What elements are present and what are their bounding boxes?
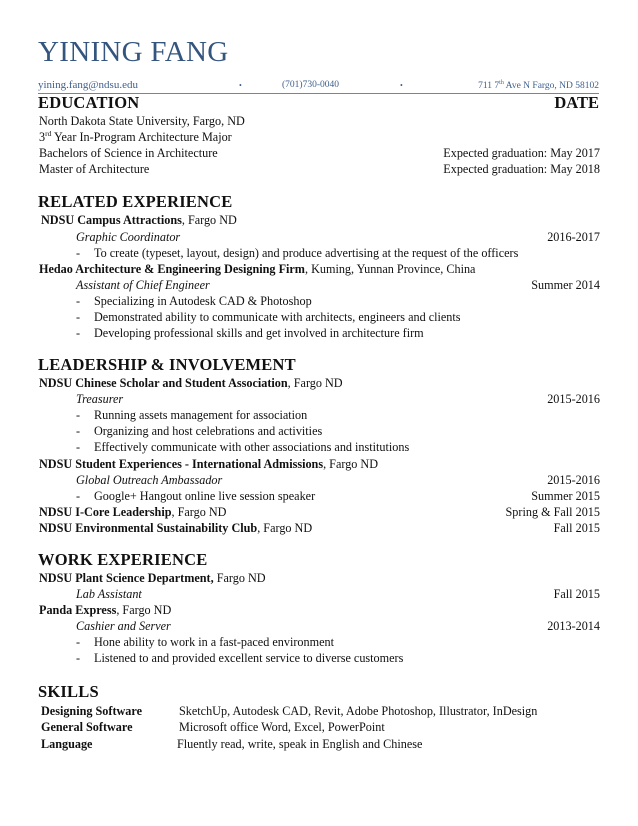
candidate-name: YINING FANG [38, 36, 229, 68]
role-row: Treasurer 2015-2016 [76, 392, 600, 406]
org-row: NDSU Campus Attractions, Fargo ND [41, 213, 237, 227]
section-title-related-experience: RELATED EXPERIENCE [38, 192, 233, 211]
bullet-item: - Effectively communicate with other associations and institutions [76, 440, 410, 454]
address: 711 7th Ave N Fargo, ND 58102 [478, 80, 599, 91]
role-row: Cashier and Server 2013-2014 [76, 619, 600, 633]
org-row: NDSU Plant Science Department, Fargo ND [39, 571, 266, 585]
org-row: NDSU Student Experiences - International Admissions, Fargo ND [39, 457, 379, 471]
org-row: NDSU Chinese Scholar and Student Association, Fargo ND [39, 376, 343, 390]
date-column-heading: DATE [554, 93, 599, 112]
role-row: Global Outreach Ambassador 2015-2016 [76, 473, 600, 487]
org-row: Panda Express, Fargo ND [39, 603, 172, 617]
bullet-item: - Hone ability to work in a fast-paced environment [76, 635, 334, 649]
org-row: NDSU Environmental Sustainability Club, Fargo ND Fall 2015 [39, 521, 600, 535]
phone: (701)730-0040 [282, 80, 339, 90]
degree-row: Master of Architecture Expected graduation: May 2018 [39, 162, 600, 176]
school-line: North Dakota State University, Fargo, ND [39, 114, 245, 128]
bullet-item: - Specializing in Autodesk CAD & Photoshop [76, 294, 312, 308]
year-line: 3rd Year In-Program Architecture Major [39, 129, 232, 144]
role-row: Assistant of Chief Engineer Summer 2014 [76, 278, 600, 292]
bullet-item: - Listened to and provided excellent service to diverse customers [76, 651, 404, 665]
bullet-item: - Google+ Hangout online live session speaker Summer 2015 [76, 489, 600, 503]
separator-bullet: • [239, 81, 242, 90]
section-title-education: EDUCATION [38, 93, 140, 112]
bullet-item: - Running assets management for association [76, 408, 308, 422]
section-title-leadership: LEADERSHIP & INVOLVEMENT [38, 355, 296, 374]
org-row: Hedao Architecture & Engineering Designing Firm, Kuming, Yunnan Province, China [39, 262, 476, 276]
role-row: Graphic Coordinator 2016-2017 [76, 230, 600, 244]
resume-page: YINING FANG yining.fang@ndsu.edu • (701)730-0040 • 711 7th Ave N Fargo, ND 58102 EDUCATION DATE North Dakota State University, Fargo, ND 3rd Year In-Program Architecture Major Bachelors of Science in Architecture Expected graduation: May 2017 Master of Architecture Expected graduation: May 2018 RELATED EXPERIENCE NDSU Campus Attractions, Fargo ND Graphic Coordinator 2016-2017 - To create (typeset, layout, design) and produce advertising at the request of the officers Hedao Architecture & Engineering Designing Firm, Kuming, Yunnan Province, China Assistant of Chief Engineer Summer 2014 - Specializing in Autodesk CAD & Photoshop - Demonstrated ability to communicate with architects, engineers and clients - Developing professional skills and get involved in architecture firm LEADERSHIP & INVOLVEMENT NDSU Chinese Scholar and Student Association, Fargo ND Treasurer 2015-2016 - Running assets management for association - Organizing and host celebrations and activities - Effectively communicate with other associations and institutions NDSU Student Experiences - International Admissions, Fargo ND Global Outreach Ambassador 2015-2016 - Google+ Hangout online live session speaker Summer 2015 NDSU I-Core Leadership, Fargo ND Spring & Fall 2015 NDSU Environmental Sustainability Club, Fargo ND Fall 2015 WORK EXPERIENCE NDSU Plant Science Department, Fargo ND Lab Assistant Fall 2015 Panda Express, Fargo ND Cashier and Server 2013-2014 - Hone ability to work in a fast-paced environment - Listened to and provided excellent service to diverse customers SKILLS Designing Software SketchUp, Autodesk CAD, Revit, Adobe Photoshop, Illustrator, InDesign General Software Microsoft office Word, Excel, PowerPoint Language Fluently read, write, speak in English and Chinese [38, 36, 600, 751]
separator-bullet: • [400, 81, 403, 90]
role-row: Lab Assistant Fall 2015 [76, 587, 600, 601]
bullet-item: - Organizing and host celebrations and activities [76, 424, 323, 438]
bullet-item: - To create (typeset, layout, design) and produce advertising at the request of the officers [76, 246, 519, 260]
contact-line [38, 79, 599, 93]
email: yining.fang@ndsu.edu [38, 79, 138, 91]
degree-row: Bachelors of Science in Architecture Expected graduation: May 2017 [39, 146, 600, 160]
bullet-item: - Developing professional skills and get involved in architecture firm [76, 326, 424, 340]
org-row: NDSU I-Core Leadership, Fargo ND Spring & Fall 2015 [39, 505, 600, 519]
section-title-work-experience: WORK EXPERIENCE [38, 550, 208, 569]
bullet-item: - Demonstrated ability to communicate with architects, engineers and clients [76, 310, 461, 324]
section-title-skills: SKILLS [38, 682, 99, 701]
